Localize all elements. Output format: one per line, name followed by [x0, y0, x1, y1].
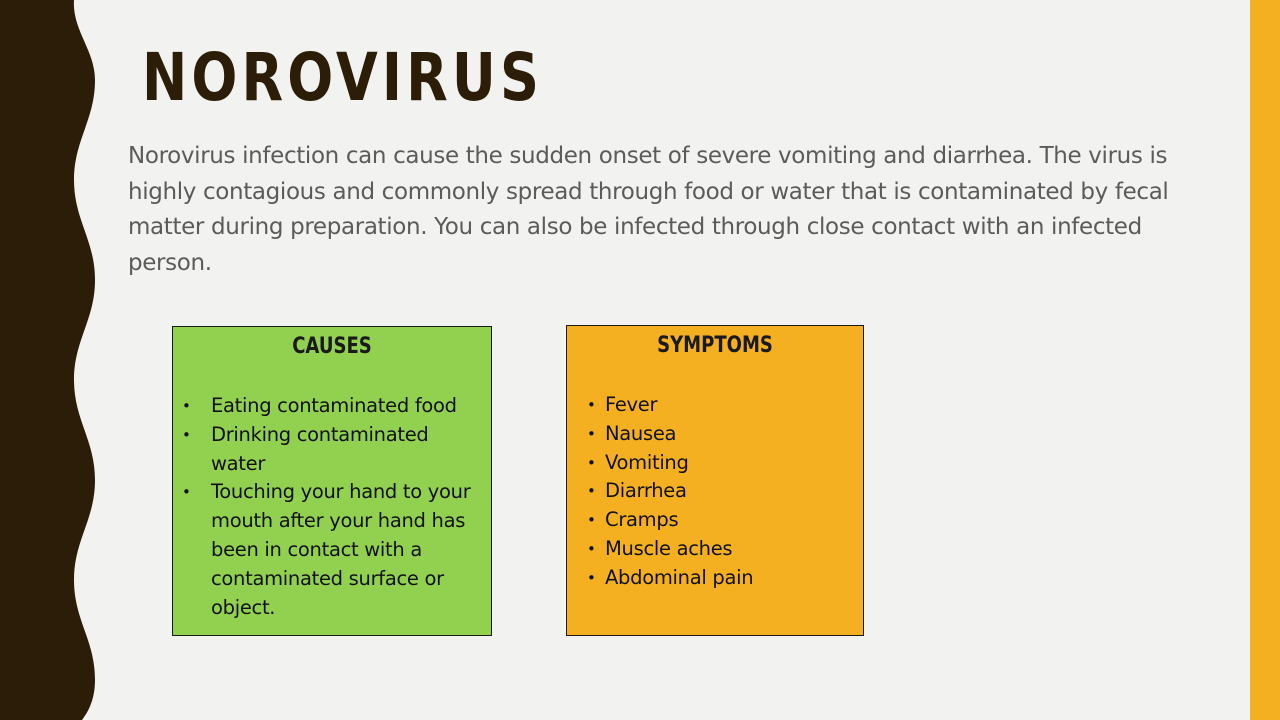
intro-paragraph: Norovirus infection can cause the sudden onset of severe vomiting and diarrhea. The virus is highly contagious and commonly spread through food or water that is contaminated by fecal matter during preparation. You can also be infected through close contact with an infected person.	[128, 143, 1169, 276]
bullet-icon: •	[587, 539, 596, 558]
bullet-icon: •	[587, 511, 596, 530]
bullet-icon: •	[182, 397, 191, 415]
list-item: • Abdominal pain	[587, 564, 857, 593]
symptoms-box	[566, 325, 864, 636]
list-item: • Nausea	[587, 420, 857, 449]
causes-title: CAUSES	[292, 334, 372, 359]
causes-list	[182, 392, 487, 622]
bullet-icon: •	[182, 483, 191, 502]
bullet-icon: •	[587, 424, 596, 443]
list-item: • Touching your hand to your mouth after your hand has been in contact with a contaminated surface or object.	[182, 480, 471, 619]
list-item: • Eating contaminated food	[182, 392, 487, 421]
symptoms-list	[587, 391, 857, 593]
symptoms-title: SYMPTOMS	[657, 333, 773, 358]
bullet-icon: •	[587, 482, 596, 501]
left-wave-border	[0, 0, 100, 720]
list-item: • Drinking contaminated water	[182, 422, 429, 475]
bullet-icon: •	[587, 396, 596, 414]
list-item: • Vomiting	[587, 449, 857, 478]
causes-box	[172, 326, 492, 636]
list-item: • Diarrhea	[587, 477, 857, 506]
right-accent-bar	[1250, 0, 1280, 720]
bullet-icon: •	[587, 568, 596, 587]
bullet-icon: •	[182, 425, 191, 444]
list-item: • Fever	[587, 391, 857, 420]
page-title: NOROVIRUS	[142, 39, 544, 116]
list-item: • Muscle aches	[587, 535, 857, 564]
bullet-icon: •	[587, 453, 596, 472]
list-item: • Cramps	[587, 506, 857, 535]
